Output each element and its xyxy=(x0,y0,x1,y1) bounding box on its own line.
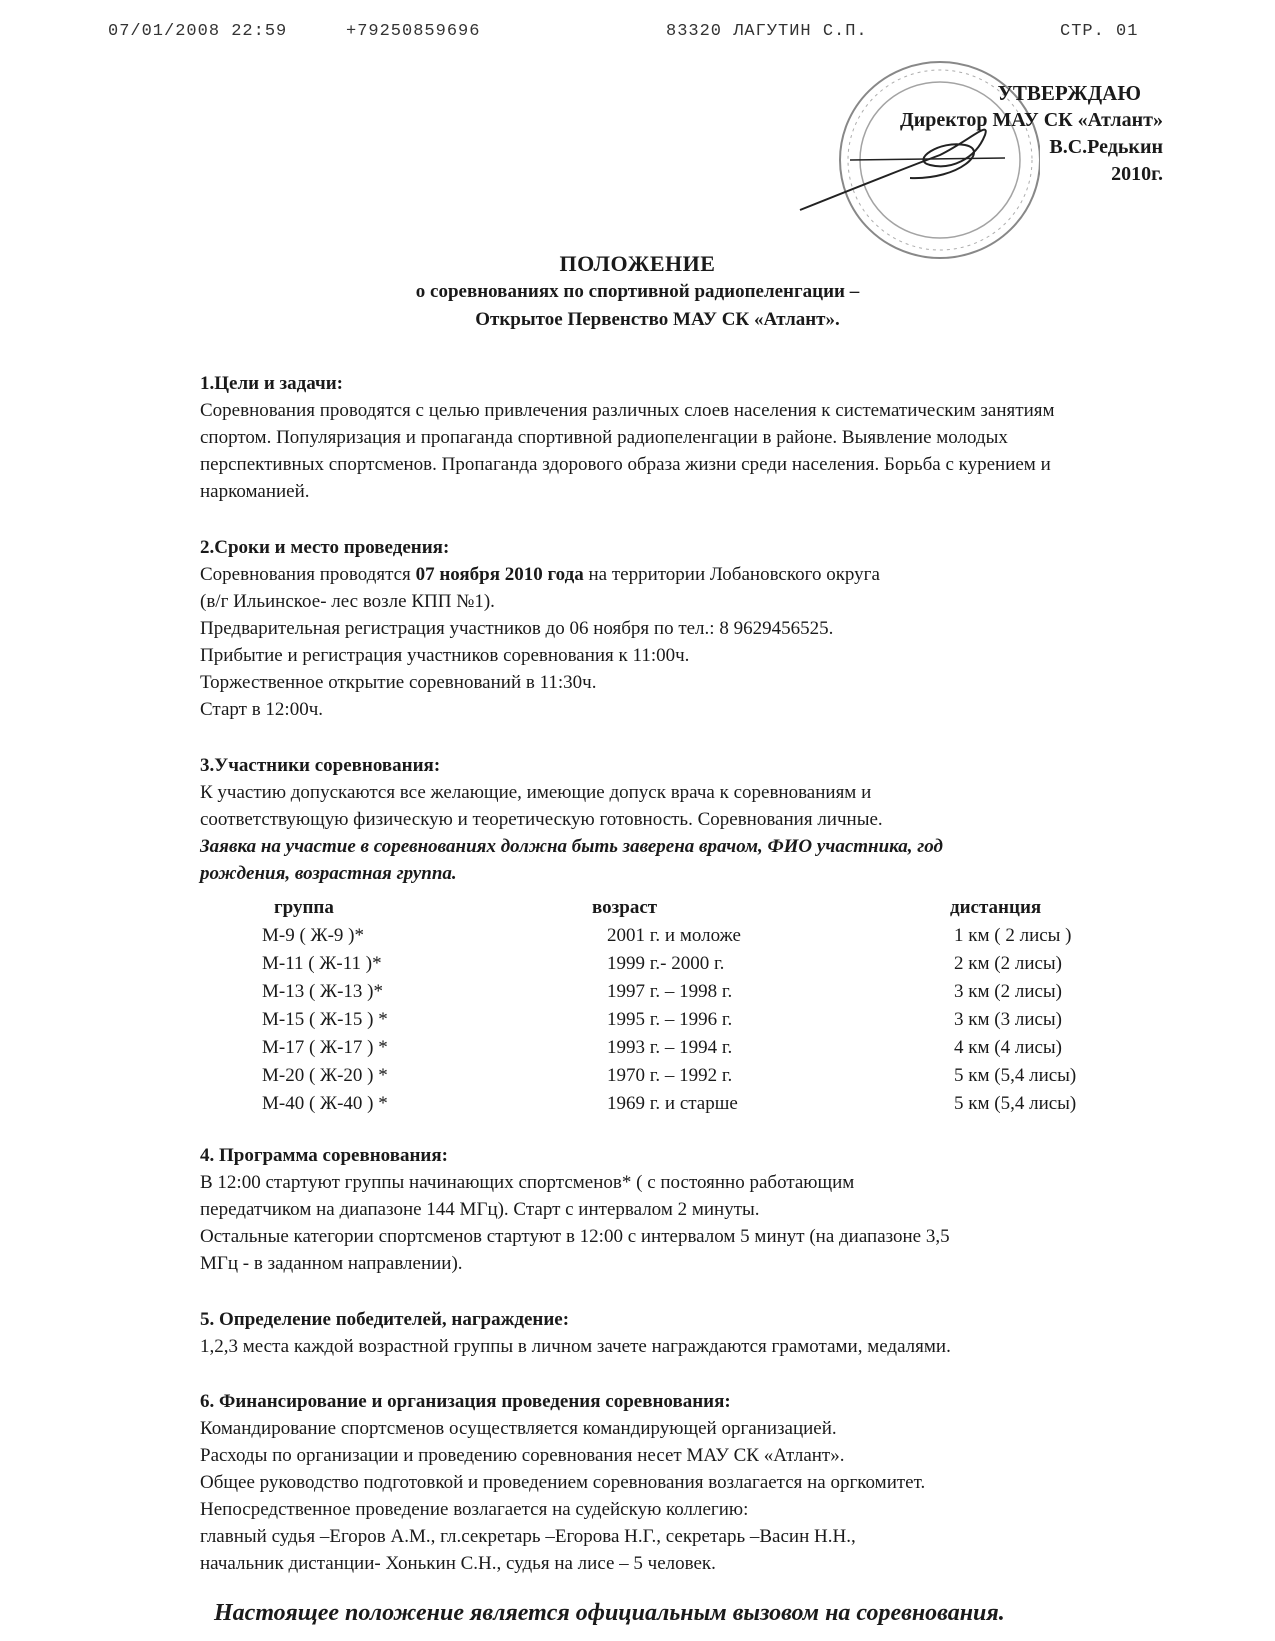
age-cell: 1999 г.- 2000 г. xyxy=(607,953,725,974)
section-line: К участию допускаются все желающие, имеющие допуск врача к соревнованиям и xyxy=(200,782,872,803)
section-line: МГц - в заданном направлении). xyxy=(200,1253,463,1274)
approval-title: УТВЕРЖДАЮ xyxy=(997,81,1141,105)
section-line: Непосредственное проведение возлагается на судейскую коллегию: xyxy=(200,1499,749,1520)
event-date: 07 ноября 2010 года xyxy=(415,564,584,585)
header-age: возраст xyxy=(592,897,658,918)
fax-date: 07/01/2008 22:59 xyxy=(108,22,288,41)
header-group: группа xyxy=(274,897,334,918)
age-cell: 1995 г. – 1996 г. xyxy=(607,1009,733,1030)
section-heading: 4. Программа соревнования: xyxy=(200,1145,448,1166)
section-heading: 5. Определение победителей, награждение: xyxy=(200,1309,570,1330)
distance-cell: 1 км ( 2 лисы ) xyxy=(954,925,1072,946)
title-main: ПОЛОЖЕНИЕ xyxy=(559,251,716,276)
table-row xyxy=(262,1034,1162,1062)
event-location: на территории Лобановского округа xyxy=(583,564,880,585)
application-note: Заявка на участие в соревнованиях должна быть заверена врачом, ФИО участника, год xyxy=(200,836,943,857)
section-line: Предварительная регистрация участников до 06 ноября по тел.: 8 9629456525. xyxy=(200,618,834,639)
group-cell: М-17 ( Ж-17 ) * xyxy=(262,1037,388,1058)
event-intro: Соревнования проводятся xyxy=(200,564,416,585)
section-line: (в/г Ильинское- лес возле КПП №1). xyxy=(200,591,495,612)
table-row xyxy=(262,950,1162,978)
table-row xyxy=(262,978,1162,1006)
fax-page-number: СТР. 01 xyxy=(1060,22,1139,41)
fax-sender: 83320 ЛАГУТИН С.П. xyxy=(666,22,868,41)
application-note: рождения, возрастная группа. xyxy=(200,863,457,884)
section-participants xyxy=(200,752,1180,887)
section-winners xyxy=(200,1306,1180,1360)
table-header xyxy=(262,894,1162,922)
section-text: Соревнования проводятся с целью привлечения различных слоев населения к систематическим занятиям спортом. Популяризация и пропаганда спортивной радиопеленгации в районе. Выявление молодых перспективных спортсменов. Пропаганда здорового образа жизни среди населения. Борьба с курением и наркоманией. xyxy=(200,400,1055,502)
title-subject: о соревнованиях по спортивной радиопеленгации – xyxy=(415,281,860,302)
section-line: Расходы по организации и проведению соревнования несет МАУ СК «Атлант». xyxy=(200,1445,845,1466)
official-invitation-note: Настоящее положение является официальным вызовом на соревнования. xyxy=(214,1600,1005,1626)
distance-cell: 4 км (4 лисы) xyxy=(954,1037,1063,1058)
title-event: Открытое Первенство МАУ СК «Атлант». xyxy=(475,309,840,330)
age-cell: 1997 г. – 1998 г. xyxy=(607,981,733,1002)
section-goals xyxy=(200,370,1180,505)
age-cell: 1993 г. – 1994 г. xyxy=(607,1037,733,1058)
group-cell: М-15 ( Ж-15 ) * xyxy=(262,1009,388,1030)
table-row xyxy=(262,1090,1162,1118)
approval-position: Директор МАУ СК «Атлант» xyxy=(899,109,1163,131)
section-financing xyxy=(200,1388,1180,1577)
section-line xyxy=(200,561,1180,588)
section-line: начальник дистанции- Хонькин С.Н., судья на лисе – 5 человек. xyxy=(200,1553,716,1574)
section-line: Остальные категории спортсменов стартуют в 12:00 с интервалом 5 минут (на диапазоне 3,5 xyxy=(200,1226,950,1247)
section-line: передатчиком на диапазоне 144 МГц). Старт с интервалом 2 минуты. xyxy=(200,1199,760,1220)
distance-cell: 5 км (5,4 лисы) xyxy=(954,1065,1077,1086)
distance-cell: 5 км (5,4 лисы) xyxy=(954,1093,1077,1114)
fax-phone: +79250859696 xyxy=(346,22,481,41)
section-line: Прибытие и регистрация участников соревнования к 11:00ч. xyxy=(200,645,690,666)
section-program xyxy=(200,1142,1180,1277)
section-heading: 3.Участники соревнования: xyxy=(200,755,441,776)
section-line: 1,2,3 места каждой возрастной группы в личном зачете награждаются грамотами, медалями. xyxy=(200,1336,951,1357)
distance-cell: 2 км (2 лисы) xyxy=(954,953,1063,974)
age-group-table xyxy=(262,894,1162,1118)
group-cell: М-9 ( Ж-9 )* xyxy=(262,925,364,946)
group-cell: М-13 ( Ж-13 )* xyxy=(262,981,383,1002)
distance-cell: 3 км (2 лисы) xyxy=(954,981,1063,1002)
section-line: соответствующую физическую и теоретическую готовность. Соревнования личные. xyxy=(200,809,883,830)
table-row xyxy=(262,1062,1162,1090)
section-time-place xyxy=(200,534,1180,723)
header-distance: дистанция xyxy=(950,897,1042,918)
section-heading: 6. Финансирование и организация проведения соревнования: xyxy=(200,1391,731,1412)
table-row xyxy=(262,1006,1162,1034)
distance-cell: 3 км (3 лисы) xyxy=(954,1009,1063,1030)
section-line: Старт в 12:00ч. xyxy=(200,699,323,720)
table-row xyxy=(262,922,1162,950)
approval-block xyxy=(900,80,1163,188)
age-cell: 1970 г. – 1992 г. xyxy=(607,1065,733,1086)
section-heading: 1.Цели и задачи: xyxy=(200,373,343,394)
group-cell: М-40 ( Ж-40 ) * xyxy=(262,1093,388,1114)
section-line: В 12:00 стартуют группы начинающих спортсменов* ( с постоянно работающим xyxy=(200,1172,855,1193)
section-line: Общее руководство подготовкой и проведением соревнования возлагается на оргкомитет. xyxy=(200,1472,926,1493)
document-title xyxy=(0,250,1275,334)
section-line: Командирование спортсменов осуществляется командирующей организацией. xyxy=(200,1418,837,1439)
age-cell: 2001 г. и моложе xyxy=(607,925,741,946)
fax-header xyxy=(0,22,1275,46)
approval-name: В.С.Редькин xyxy=(1049,136,1163,158)
group-cell: М-20 ( Ж-20 ) * xyxy=(262,1065,388,1086)
age-cell: 1969 г. и старше xyxy=(607,1093,738,1114)
section-line: Торжественное открытие соревнований в 11:30ч. xyxy=(200,672,597,693)
approval-year: 2010г. xyxy=(1111,163,1163,185)
section-line: главный судья –Егоров А.М., гл.секретарь –Егорова Н.Г., секретарь –Васин Н.Н., xyxy=(200,1526,856,1547)
section-heading: 2.Сроки и место проведения: xyxy=(200,537,450,558)
group-cell: М-11 ( Ж-11 )* xyxy=(262,953,382,974)
